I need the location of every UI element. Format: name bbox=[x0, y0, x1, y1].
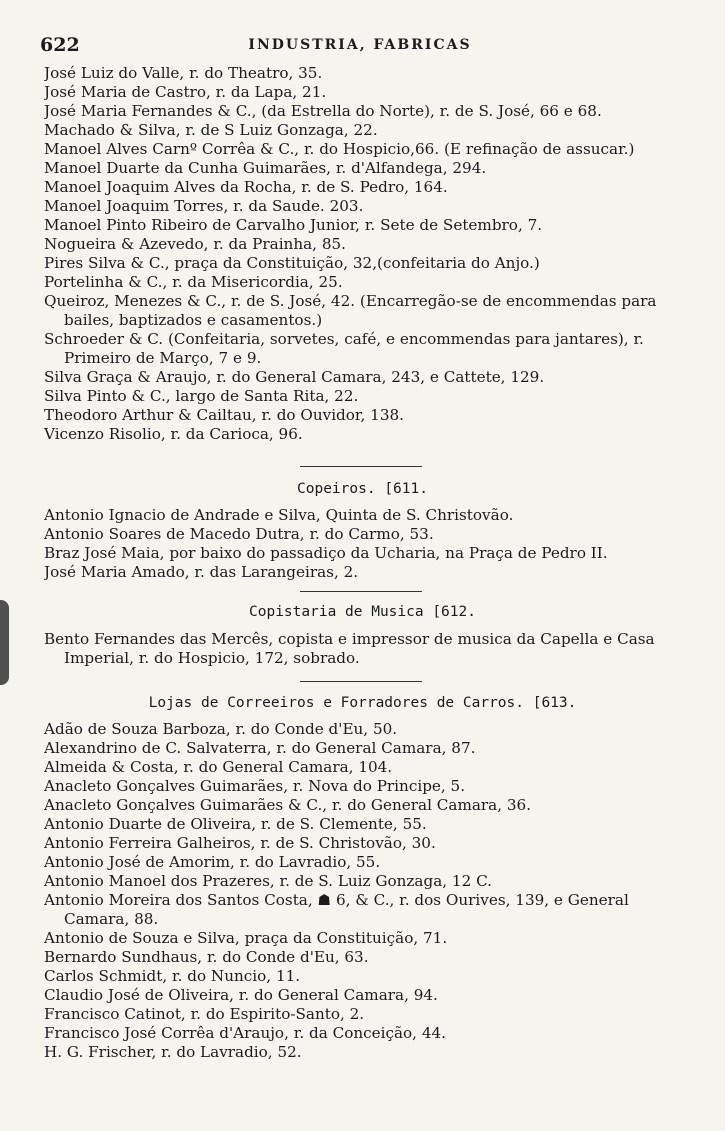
list-item: José Maria de Castro, r. da Lapa, 21. bbox=[44, 83, 327, 101]
section-divider bbox=[300, 681, 422, 682]
list-item: Manoel Pinto Ribeiro de Carvalho Junior, r. Sete de Setembro, 7. bbox=[44, 216, 543, 234]
list-item: Anacleto Gonçalves Guimarães & C., r. do General Camara, 36. bbox=[44, 796, 532, 814]
list-item: Antonio Soares de Macedo Dutra, r. do Carmo, 53. bbox=[44, 525, 434, 543]
page-header bbox=[40, 34, 680, 58]
list-item: Antonio Ferreira Galheiros, r. de S. Christovão, 30. bbox=[44, 834, 436, 852]
list-item: José Maria Amado, r. das Larangeiras, 2. bbox=[44, 563, 359, 581]
list-item: Vicenzo Risolio, r. da Carioca, 96. bbox=[44, 425, 303, 443]
list-item: Anacleto Gonçalves Guimarães, r. Nova do Principe, 5. bbox=[44, 777, 466, 795]
list-item: José Luiz do Valle, r. do Theatro, 35. bbox=[44, 64, 323, 82]
list-item: Silva Graça & Araujo, r. do General Camara, 243, e Cattete, 129. bbox=[44, 368, 545, 386]
list-item: Antonio Moreira dos Santos Costa, ☗ 6, & C., r. dos Ourives, 139, e General Camara, 88. bbox=[44, 891, 629, 928]
page-number: 622 bbox=[40, 34, 80, 56]
list-item: Silva Pinto & C., largo de Santa Rita, 22. bbox=[44, 387, 359, 405]
list-item: José Maria Fernandes & C., (da Estrella do Norte), r. de S. José, 66 e 68. bbox=[44, 102, 602, 120]
section-copistaria bbox=[44, 630, 680, 668]
list-item: Antonio Manoel dos Prazeres, r. de S. Luiz Gonzaga, 12 C. bbox=[44, 872, 492, 890]
list-item: Antonio Duarte de Oliveira, r. de S. Clemente, 55. bbox=[44, 815, 427, 833]
list-item: Machado & Silva, r. de S Luiz Gonzaga, 22. bbox=[44, 121, 378, 139]
entries-top bbox=[44, 64, 680, 444]
section-copeiros bbox=[44, 506, 680, 582]
list-item: Claudio José de Oliveira, r. do General Camara, 94. bbox=[44, 986, 438, 1004]
list-item: Francisco Catinot, r. do Espirito-Santo, 2. bbox=[44, 1005, 365, 1023]
section-title-correeiros: Lojas de Correeiros e Forradores de Carros. [613. bbox=[148, 695, 577, 711]
list-item: Antonio José de Amorim, r. do Lavradio, 55. bbox=[44, 853, 381, 871]
list-item: Manoel Joaquim Torres, r. da Saude. 203. bbox=[44, 197, 364, 215]
list-item: Bernardo Sundhaus, r. do Conde d'Eu, 63. bbox=[44, 948, 369, 966]
list-item: Antonio de Souza e Silva, praça da Constituição, 71. bbox=[44, 929, 448, 947]
list-item: Portelinha & C., r. da Misericordia, 25. bbox=[44, 273, 343, 291]
list-item: H. G. Frischer, r. do Lavradio, 52. bbox=[44, 1043, 302, 1061]
list-item: Francisco José Corrêa d'Araujo, r. da Conceição, 44. bbox=[44, 1024, 446, 1042]
list-item: Nogueira & Azevedo, r. da Prainha, 85. bbox=[44, 235, 346, 253]
section-divider bbox=[300, 591, 422, 592]
list-item: Manoel Joaquim Alves da Rocha, r. de S. Pedro, 164. bbox=[44, 178, 448, 196]
section-correeiros bbox=[44, 720, 680, 1062]
section-title-copeiros: Copeiros. [611. bbox=[297, 481, 428, 497]
list-item: Schroeder & C. (Confeitaria, sorvetes, café, e encommendas para jantares), r. Primeiro de Março, 7 e 9. bbox=[44, 330, 644, 367]
list-item: Manoel Alves Carnº Corrêa & C., r. do Hospicio,66. (E refinação de assucar.) bbox=[44, 140, 635, 158]
list-item: Antonio Ignacio de Andrade e Silva, Quinta de S. Christovão. bbox=[44, 506, 514, 524]
list-item: Pires Silva & C., praça da Constituição, 32,(confeitaria do Anjo.) bbox=[44, 254, 540, 272]
list-item: Carlos Schmidt, r. do Nuncio, 11. bbox=[44, 967, 301, 985]
list-item: Almeida & Costa, r. do General Camara, 104. bbox=[44, 758, 393, 776]
list-item: Braz José Maia, por baixo do passadiço da Ucharia, na Praça de Pedro II. bbox=[44, 544, 608, 562]
running-head: INDUSTRIA, FABRICAS bbox=[248, 37, 472, 53]
list-item: Alexandrino de C. Salvaterra, r. do General Camara, 87. bbox=[44, 739, 476, 757]
list-item: Theodoro Arthur & Cailtau, r. do Ouvidor, 138. bbox=[44, 406, 404, 424]
list-item: Bento Fernandes das Mercês, copista e impressor de musica da Capella e Casa Imperial, r. do Hospicio, 172, sobrado. bbox=[44, 630, 655, 667]
list-item: Adão de Souza Barboza, r. do Conde d'Eu, 50. bbox=[44, 720, 398, 738]
list-item: Manoel Duarte da Cunha Guimarães, r. d'Alfandega, 294. bbox=[44, 159, 487, 177]
section-title-copistaria: Copistaria de Musica [612. bbox=[249, 604, 476, 620]
section-divider bbox=[300, 466, 422, 467]
list-item: Queiroz, Menezes & C., r. de S. José, 42. (Encarregão-se de encommendas para bailes, baptizados e casamentos.) bbox=[44, 292, 657, 329]
